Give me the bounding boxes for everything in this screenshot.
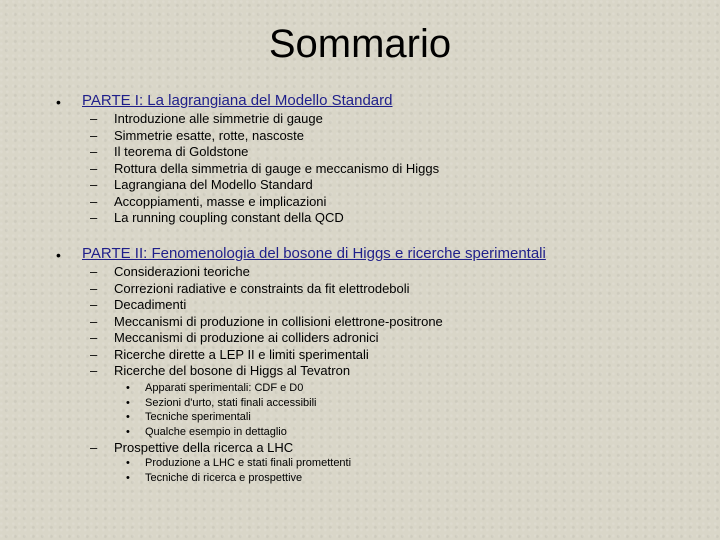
bullet-part2: • <box>56 247 61 263</box>
slide-title: Sommario <box>268 22 452 66</box>
bullet-part1: • <box>56 94 61 110</box>
link-part1[interactable]: PARTE I: La lagrangiana del Modello Standard <box>82 92 393 109</box>
link-part2[interactable]: PARTE II: Fenomenologia del bosone di Higgs e ricerche sperimentali <box>82 245 546 262</box>
